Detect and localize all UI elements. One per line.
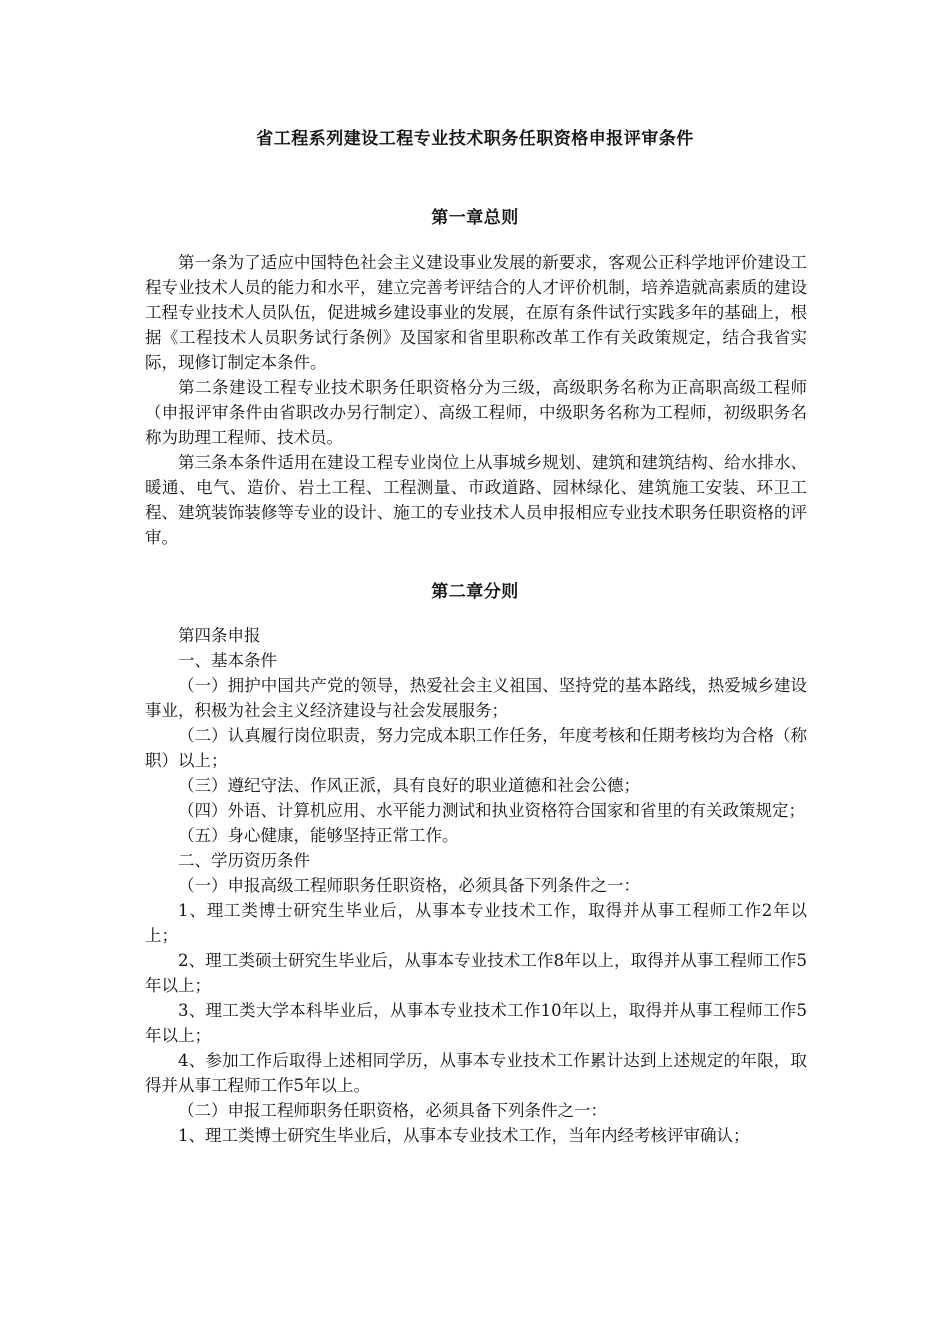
senior-requirement-4: 4、参加工作后取得上述相同学历，从事本专业技术工作累计达到上述规定的年限，取得并从事工程师工作5年以上。 (145, 1051, 807, 1095)
chapter-2-heading: 第二章分则 (431, 582, 519, 602)
basic-condition-1: （一）拥护中国共产党的领导，热爱社会主义祖国、坚持党的基本路线，热爱城乡建设事业，积极为社会主义经济建设与社会发展服务； (145, 676, 807, 720)
article-3-paragraph: 第三条本条件适用在建设工程专业岗位上从事城乡规划、建筑和建筑结构、给水排水、暖通、电气、造价、岩土工程、工程测量、市政道路、园林绿化、建筑施工安装、环卫工程、建筑装饰装修等专业的设计、施工的专业技术人员申报相应专业技术职务任职资格的评审。 (145, 453, 807, 547)
engineer-requirement-1: 1、理工类博士研究生毕业后，从事本专业技术工作，当年内经考核评审确认； (178, 1126, 750, 1145)
basic-condition-2: （二）认真履行岗位职责，努力完成本职工作任务，年度考核和任期考核均为合格（称职）以上； (145, 726, 807, 770)
article-2-paragraph: 第二条建设工程专业技术职务任职资格分为三级，高级职务名称为正高职高级工程师（申报评审条件由省职改办另行制定）、高级工程师，中级职务名称为工程师，初级职务名称为助理工程师、技术员。 (145, 378, 807, 447)
chapter-1-body (145, 250, 807, 550)
engineer-requirements: （二）申报工程师职务任职资格，必须具备下列条件之一： (178, 1101, 607, 1120)
basic-condition-5: （五）身心健康，能够坚持正常工作。 (178, 826, 459, 845)
basic-condition-4: （四）外语、计算机应用、水平能力测试和执业资格符合国家和省里的有关政策规定； (178, 801, 805, 820)
senior-requirement-2: 2、理工类硕士研究生毕业后，从事本专业技术工作8年以上，取得并从事工程师工作5年以上； (145, 951, 807, 995)
chapter-2-body (145, 623, 807, 1148)
chapter-1-heading: 第一章总则 (431, 208, 519, 228)
article-4-heading: 第四条申报 (178, 626, 261, 645)
senior-requirement-3: 3、理工类大学本科毕业后，从事本专业技术工作10年以上，取得并从事工程师工作5年以上； (145, 1001, 807, 1045)
document-title: 省工程系列建设工程专业技术职务任职资格申报评审条件 (256, 129, 694, 149)
basic-condition-3: （三）遵纪守法、作风正派，具有良好的职业道德和社会公德； (178, 776, 640, 795)
article-1-paragraph: 第一条为了适应中国特色社会主义建设事业发展的新要求，客观公正科学地评价建设工程专业技术人员的能力和水平，建立完善考评结合的人才评价机制，培养造就高素质的建设工程专业技术人员队伍，促进城乡建设事业的发展，在原有条件试行实践多年的基础上，根据《工程技术人员职务试行条例》及国家和省里职称改革工作有关政策规定，结合我省实际，现修订制定本条件。 (145, 253, 807, 372)
senior-requirement-1: 1、理工类博士研究生毕业后，从事本专业技术工作，取得并从事工程师工作2年以上； (145, 901, 807, 945)
senior-engineer-requirements: （一）申报高级工程师职务任职资格，必须具备下列条件之一： (178, 876, 640, 895)
section-basic-conditions: 一、基本条件 (178, 651, 277, 670)
section-education-conditions: 二、学历资历条件 (178, 851, 310, 870)
